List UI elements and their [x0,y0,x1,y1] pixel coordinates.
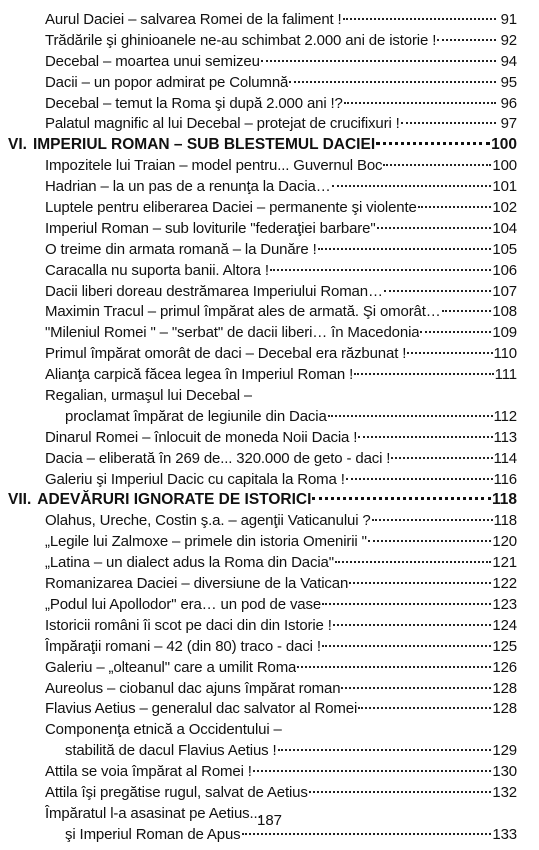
toc-entry-title: ADEVĂRURI IGNORATE DE ISTORICI [37,491,312,509]
toc-entry [45,783,517,804]
toc-entry-title: Istoricii români îi scot pe daci din din Istorie ! [45,616,332,634]
dot-leader [401,122,496,124]
dot-leader [418,206,492,208]
toc-chapter-heading [8,135,517,156]
dot-leader [261,60,496,62]
toc-entry [45,553,517,574]
toc-page-number: 114 [493,449,517,467]
toc-entry [45,302,517,323]
toc-entry [45,73,517,94]
toc-entry-title: Romanizarea Daciei – diversiune de la Vatican [45,575,349,593]
dot-leader [332,185,492,187]
toc-entry-title: Caracalla nu suporta banii. Altora ! [45,261,269,279]
toc-page-number: 92 [500,31,517,49]
toc-entry [45,10,517,31]
toc-page-number: 101 [492,178,517,196]
toc-page-number: 110 [493,345,517,363]
dot-leader [358,436,492,438]
toc-page-number: 129 [492,742,517,760]
dot-leader [442,310,492,312]
dot-leader [322,645,492,647]
toc-page-number: 102 [492,199,517,217]
table-of-contents [0,10,539,846]
toc-entry [45,762,517,783]
toc-entry [45,658,517,679]
toc-entry-title: O treime din armata romană – la Dunăre ! [45,240,317,258]
toc-entry-title: Maximin Tracul – primul împărat ales de armată. Şi omorât… [45,303,441,321]
dot-leader [377,227,492,229]
toc-page-number: 96 [500,94,517,112]
toc-page-number: 91 [500,11,517,28]
toc-entry [45,428,517,449]
toc-chapter-heading [8,490,517,511]
toc-entry-title: Galeriu şi Imperiul Dacic cu capitala la Roma ! [45,470,345,488]
toc-page-number: 126 [492,658,517,676]
toc-entry [45,699,517,720]
dot-leader [376,142,490,145]
toc-entry-title: Attila îşi pregătise rugul, salvat de Aetius [45,783,308,801]
toc-page-number: 123 [492,595,517,613]
toc-entry-title: Primul împărat omorât de daci – Decebal era răzbunat ! [45,345,407,363]
toc-entry-title: proclamat împărat de legiunile din Dacia [65,407,327,425]
toc-entry [45,511,517,532]
toc-entry-title: Regalian, urmaşul lui Decebal – [45,387,253,405]
toc-entry [45,94,517,115]
toc-entry [45,470,517,491]
toc-entry [45,261,517,282]
toc-page-number: 109 [492,324,517,342]
dot-leader [372,519,493,521]
dot-leader [343,18,496,20]
toc-entry-title: Trădările şi ghinioanele ne-au schimbat 2.000 ani de istorie ! [45,31,437,49]
toc-entry [45,532,517,553]
toc-page-number: 112 [493,407,517,425]
toc-entry [45,240,517,261]
dot-leader [297,666,491,668]
toc-entry-title: Împăraţii romani – 42 (din 80) traco - daci ! [45,637,321,655]
toc-entry [45,574,517,595]
toc-page-number: 107 [492,282,517,300]
dot-leader [407,352,492,354]
toc-page-number: 106 [492,261,517,279]
toc-page-number: 118 [493,512,517,530]
toc-page-number: 130 [492,763,517,781]
toc-entry [45,52,517,73]
toc-entry [65,741,517,762]
toc-page-number: 118 [491,491,517,509]
toc-entry [45,679,517,700]
toc-entry-title: Dinarul Romei – înlocuit de moneda Noii Dacia ! [45,428,358,446]
toc-entry [45,616,517,637]
toc-entry [45,114,517,135]
toc-page-number: 133 [492,825,517,843]
dot-leader [242,833,492,835]
toc-entry [45,449,517,470]
toc-entry [45,282,517,303]
toc-entry-title: Dacii liberi doreau destrămarea Imperiului Roman… [45,282,383,300]
dot-leader [368,540,492,542]
toc-entry-title: Attila se voia împărat al Romei ! [45,763,252,781]
toc-entry [65,407,517,428]
toc-entry-first-line [45,386,517,407]
toc-entry-title: Palatul magnific al lui Decebal – protejat de crucifixuri ! [45,115,400,133]
toc-page-number: 124 [492,616,517,634]
toc-page-number: 125 [492,637,517,655]
toc-page-number: 128 [492,679,517,697]
toc-entry [45,365,517,386]
dot-leader [270,269,492,271]
dot-leader [420,331,491,333]
toc-entry [45,156,517,177]
dot-leader [384,290,492,292]
toc-page-number: 100 [491,136,517,154]
dot-leader [328,415,493,417]
page-number: 187 [256,812,283,829]
toc-entry-title: Aurul Daciei – salvarea Romei de la faliment ! [45,11,342,28]
toc-entry-title: stabilită de dacul Flavius Aetius ! [65,742,277,760]
toc-page-number: 122 [492,575,517,593]
dot-leader [349,582,491,584]
toc-entry-title: Hadrian – la un pas de a renunţa la Dacia… [45,178,331,196]
chapter-number: VI. [8,136,27,154]
toc-page-number: 120 [492,533,517,551]
toc-entry-title: Dacii – un popor admirat pe Columnă [45,73,289,91]
dot-leader [278,749,492,751]
dot-leader [289,81,496,83]
dot-leader [383,164,491,166]
toc-entry-title: şi Imperiul Roman de Apus [65,825,241,843]
toc-entry [45,637,517,658]
toc-page-number: 105 [492,240,517,258]
toc-entry [45,323,517,344]
dot-leader [312,497,491,500]
dot-leader [344,102,496,104]
dot-leader [354,373,494,375]
dot-leader [333,624,492,626]
toc-page-number: 95 [500,73,517,91]
toc-entry-title: IMPERIUL ROMAN – SUB BLESTEMUL DACIEI [32,136,376,154]
toc-entry [45,595,517,616]
toc-page-number: 113 [493,428,517,446]
toc-entry-title: Impozitele lui Traian – model pentru... Guvernul Boc [45,157,383,175]
toc-entry-title: Aureolus – ciobanul dac ajuns împărat roman [45,679,341,697]
toc-page-number: 108 [492,303,517,321]
dot-leader [335,561,492,563]
toc-entry-title: Componenţa etnică a Occidentului – [45,721,282,739]
toc-entry-title: „Latina – un dialect adus la Roma din Dacia" [45,554,334,572]
toc-entry [45,31,517,52]
dot-leader [341,687,491,689]
toc-entry [45,177,517,198]
dot-leader [437,39,496,41]
toc-page-number: 104 [492,219,517,237]
toc-entry-title: Decebal – moartea unui semizeu [45,52,260,70]
toc-page-number: 132 [492,783,517,801]
toc-entry [45,198,517,219]
toc-entry-title: Flavius Aetius – generalul dac salvator al Romei [45,700,358,718]
toc-page-number: 121 [492,554,517,572]
toc-entry-title: „Legile lui Zalmoxe – primele din istoria Omenirii " [45,533,367,551]
dot-leader [309,791,492,793]
dot-leader [346,478,493,480]
toc-page-number: 128 [492,700,517,718]
toc-page-number: 116 [493,470,517,488]
toc-page-number: 100 [492,157,517,175]
dot-leader [318,248,492,250]
toc-entry-title: Olahus, Ureche, Costin ş.a. – agenţii Vaticanului ? [45,512,371,530]
toc-entry-title: Dacia – eliberată în 269 de... 320.000 de geto - daci ! [45,449,391,467]
toc-entry-title: Împăratul l-a asasinat pe Aetius... [45,804,262,822]
chapter-number: VII. [8,491,32,509]
toc-entry-title: „Podul lui Apollodor" era… un pod de vase [45,595,322,613]
toc-page-number: 94 [500,52,517,70]
toc-entry-title: Alianţa carpică făcea legea în Imperiul Roman ! [45,366,354,384]
toc-page-number: 97 [500,115,517,133]
toc-entry-title: Luptele pentru eliberarea Daciei – permanente şi violente [45,199,417,217]
toc-entry-title: Decebal – temut la Roma şi după 2.000 ani !? [45,94,343,112]
toc-entry-title: "Mileniul Romei " – "serbat" de dacii liberi… în Macedonia [45,324,420,342]
toc-entry [45,219,517,240]
toc-entry-title: Galeriu – „olteanul" care a umilit Roma [45,658,297,676]
dot-leader [253,770,492,772]
toc-entry-first-line [45,720,517,741]
toc-page-number: 111 [494,366,517,384]
dot-leader [391,457,492,459]
dot-leader [358,707,491,709]
toc-entry-title: Imperiul Roman – sub loviturile "federaţiei barbare" [45,219,376,237]
dot-leader [322,603,491,605]
toc-entry [45,344,517,365]
